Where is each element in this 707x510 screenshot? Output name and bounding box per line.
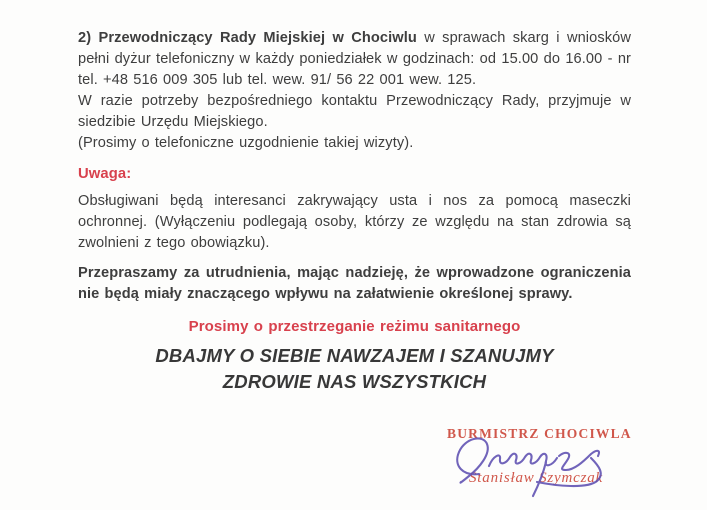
attention-label: Uwaga: xyxy=(78,166,132,182)
health-slogan-line2: ZDROWIE NAS WSZYSTKICH xyxy=(222,371,487,392)
sanitary-request-line: Prosimy o przestrzeganie reżimu sanitarnego xyxy=(188,318,521,335)
intro-paragraph xyxy=(78,28,631,91)
contact-paragraph: W razie potrzeby bezpośredniego kontaktu Przewodniczący Rady, przyjmuje w siedzibie Urzędu Miejskiego. xyxy=(78,93,631,130)
apology-paragraph: Przepraszamy za utrudnienia, mając nadzieję, że wprowadzone ograniczenia nie będą miały znaczącego wpływu na załatwienie określonej sprawy. xyxy=(78,265,631,302)
mayor-stamp-title: BURMISTRZ CHOCIWLA xyxy=(447,426,632,441)
signature-block xyxy=(447,426,632,487)
health-slogan-line1: DBAJMY O SIEBIE NAWZAJEM I SZANUJMY xyxy=(155,345,554,366)
intro-lead-bold: 2) Przewodniczący Rady Miejskiej w Chociwlu xyxy=(78,30,417,46)
health-slogan xyxy=(78,343,631,395)
mask-rules-paragraph: Obsługiwani będą interesanci zakrywający usta i nos za pomocą maseczki ochronnej. (Wyłączeniu podlegają osoby, którzy ze względu na stan zdrowia są zwolnieni z tego obowiązku). xyxy=(78,193,631,251)
visit-note: (Prosimy o telefoniczne uzgodnienie takiej wizyty). xyxy=(78,135,414,151)
mayor-stamp-name: Stanisław Szymczak xyxy=(469,470,603,486)
intro-lead-rest: w sprawach skarg i wniosków pełni dyżur telefoniczny w każdy poniedziałek w godzinach: od 15.00 do 16.00 - nr tel. +48 516 009 305 lub tel. wew. 91/ 56 22 001 wew. 125. xyxy=(78,30,632,88)
